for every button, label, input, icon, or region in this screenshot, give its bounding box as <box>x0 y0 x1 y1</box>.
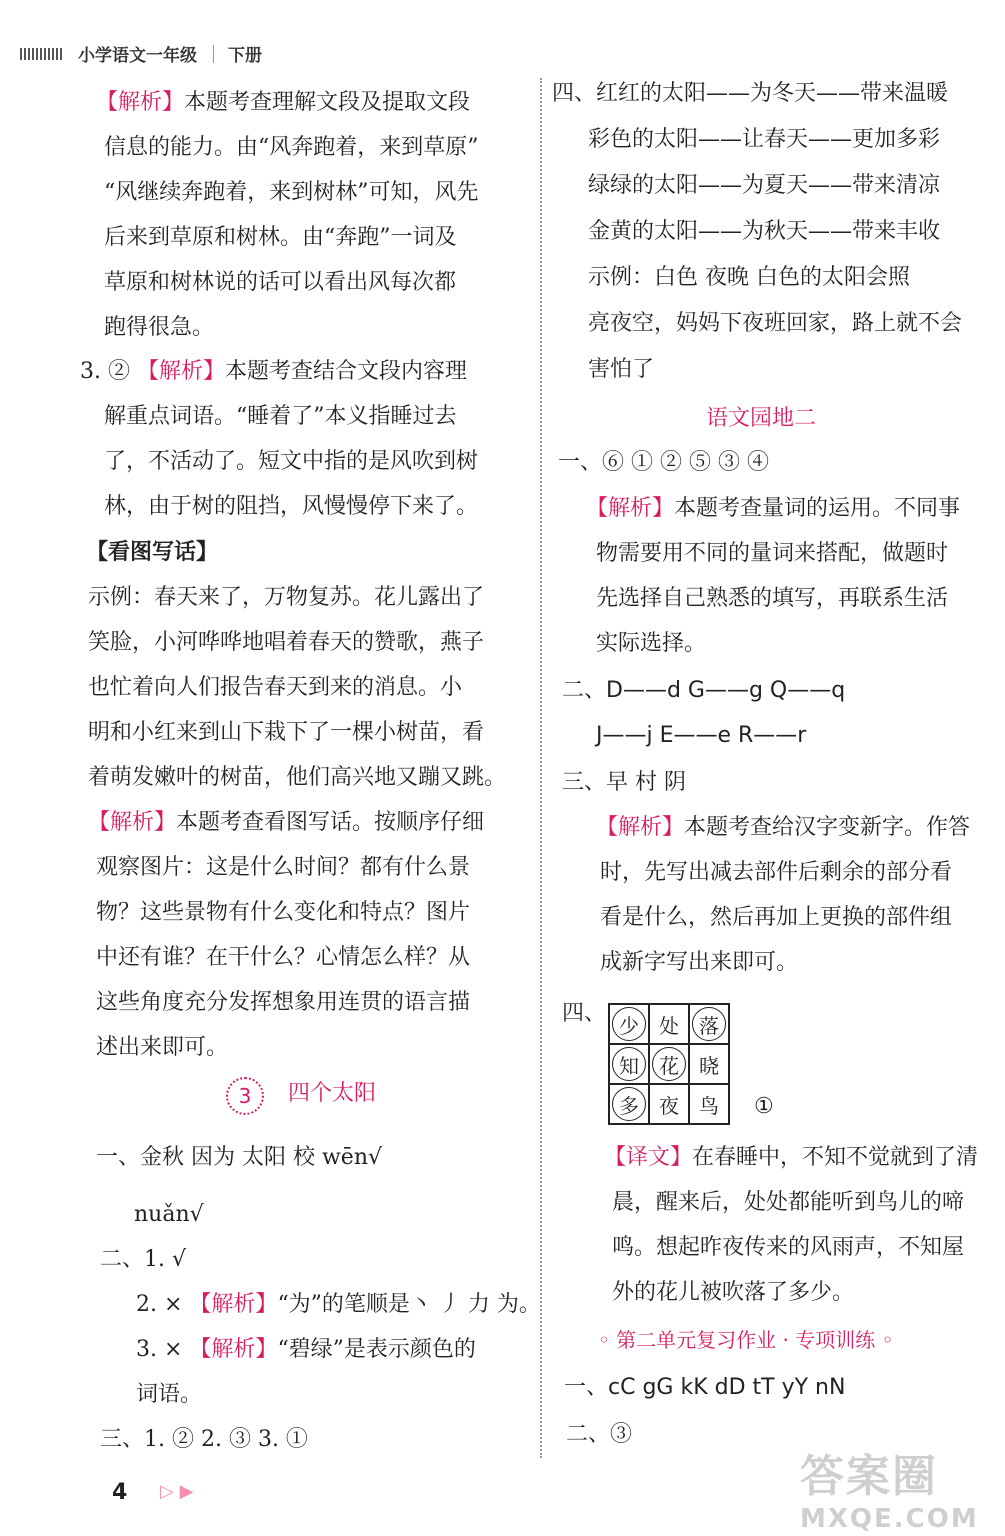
text-line: 笑脸，小河哗哗地唱着春天的赞歌，燕子 <box>88 630 485 655</box>
text-line: 2. × 【解析】“为”的笔顺是丶 丿 力 为。 <box>136 1292 541 1317</box>
header-book: 小学语文一年级 <box>78 46 197 66</box>
text-line: 金黄的太阳——为秋天——带来丰收 <box>588 219 941 244</box>
text-line: 【解析】本题考查量词的运用。不同事 <box>586 496 961 521</box>
section-title: 语文园地二 <box>706 406 817 431</box>
grid-cell: 少 <box>609 1004 649 1044</box>
text-line: 三、早 村 阴 <box>562 770 686 795</box>
grid-cell: 夜 <box>649 1084 689 1124</box>
grid-cell: 知 <box>609 1044 649 1084</box>
text-line: 实际选择。 <box>596 631 707 656</box>
text-line: 示例：春天来了，万物复苏。花儿露出了 <box>88 585 485 610</box>
text-line: 了，不活动了。短文中指的是风吹到树 <box>104 449 479 474</box>
analysis-tag: 【译文】 <box>604 1145 693 1170</box>
text-line: 先选择自己熟悉的填写，再联系生活 <box>596 586 949 611</box>
text-line: 四、 <box>562 1001 607 1026</box>
analysis-tag: 【解析】 <box>88 810 177 835</box>
section-heading: 【看图写话】 <box>86 540 219 565</box>
text-line: 中还有谁？在干什么？心情怎么样？从 <box>96 945 471 970</box>
text-line: 一、cC gG kK dD tT yY nN <box>564 1375 846 1400</box>
grid-cell: 落 <box>689 1004 729 1044</box>
text-line: “风继续奔跑着，来到树林”可知，风先 <box>104 180 479 205</box>
header-volume: 下册 <box>228 46 262 66</box>
text-line: 外的花儿被吹落了多少。 <box>612 1280 855 1305</box>
analysis-tag: 【解析】 <box>596 815 685 840</box>
analysis-tag: 【解析】 <box>586 496 675 521</box>
analysis-tag: 【解析】 <box>189 1292 278 1317</box>
analysis-tag: 【解析】 <box>96 90 185 115</box>
text-line: 这些角度充分发挥想象用连贯的语言描 <box>96 990 471 1015</box>
lesson-number-badge: 3 <box>226 1077 264 1115</box>
grid-cell: 处 <box>649 1004 689 1044</box>
text-line: 着萌发嫩叶的树苗，他们高兴地又蹦又跳。 <box>88 765 507 790</box>
grid-cell: 花 <box>649 1044 689 1084</box>
text-line: 林，由于树的阻挡，风慢慢停下来了。 <box>104 494 479 519</box>
grid-cell: 多 <box>609 1084 649 1124</box>
text-line: 二、1. √ <box>100 1247 187 1272</box>
grid-cell: 晓 <box>689 1044 729 1084</box>
page-number: 4 <box>112 1480 128 1505</box>
column-divider <box>540 78 542 1458</box>
header-barcode <box>20 48 64 60</box>
watermark <box>800 1440 979 1534</box>
text-line: 看是什么，然后再加上更换的部件组 <box>600 905 953 930</box>
text-line: 彩色的太阳——让春天——更加多彩 <box>588 127 941 152</box>
text-line: 绿绿的太阳——为夏天——带来清凉 <box>588 173 941 198</box>
text-line: 观察图片：这是什么时间？都有什么景 <box>96 855 471 880</box>
decorative-arrows-icon: ▷ ▶ <box>160 1481 194 1502</box>
header-separator <box>213 45 214 63</box>
text-line: 二、③ <box>566 1422 633 1447</box>
text-line: 【译文】在春睡中，不知不觉就到了清 <box>604 1145 979 1170</box>
text-line: 明和小红来到山下栽下了一棵小树苗，看 <box>88 720 485 745</box>
text-line: 成新字写出来即可。 <box>600 950 799 975</box>
text-line: 害怕了 <box>588 357 655 382</box>
text-line: 晨，醒来后，处处都能听到鸟儿的啼 <box>612 1190 965 1215</box>
text-line: 鸣。想起昨夜传来的风雨声，不知屋 <box>612 1235 965 1260</box>
text-line: 一、金秋 因为 太阳 校 wēn√ <box>96 1145 383 1170</box>
text-line: 3. × 【解析】“碧绿”是表示颜色的 <box>136 1337 476 1362</box>
analysis-tag: 【解析】 <box>189 1337 278 1362</box>
text-line: 时，先写出减去部件后剩余的部分看 <box>600 860 953 885</box>
text-line: 也忙着向人们报告春天到来的消息。小 <box>88 675 463 700</box>
text-line: 示例：白色 夜晚 白色的太阳会照 <box>588 265 910 290</box>
text-line: 三、1. ② 2. ③ 3. ① <box>100 1427 308 1452</box>
text-line: 草原和树林说的话可以看出风每次都 <box>104 270 457 295</box>
text-line: 词语。 <box>136 1382 203 1407</box>
text-line: J——j E——e R——r <box>596 723 807 748</box>
text-line: 述出来即可。 <box>96 1035 229 1060</box>
text-line: 跑得很急。 <box>104 315 215 340</box>
text-line: 物？这些景物有什么变化和特点？图片 <box>96 900 471 925</box>
review-title: ◦ 第二单元复习作业 · 专项训练 ◦ <box>598 1328 894 1352</box>
text-line: 后来到草原和树林。由“奔跑”一词及 <box>104 225 457 250</box>
text-line: 物需要用不同的量词来搭配，做题时 <box>596 541 949 566</box>
character-grid <box>608 1003 730 1125</box>
watermark-line1: 答案圈 <box>800 1451 938 1502</box>
watermark-line2: MXQE.COM <box>800 1504 979 1534</box>
text-line: ① <box>754 1094 774 1119</box>
text-line: 解重点词语。“睡着了”本义指睡过去 <box>104 404 457 429</box>
grid-cell: 鸟 <box>689 1084 729 1124</box>
text-line: nuǎn√ <box>134 1202 204 1227</box>
text-line: 亮夜空，妈妈下夜班回家，路上就不会 <box>588 311 963 336</box>
text-line: 【解析】本题考查看图写话。按顺序仔细 <box>88 810 485 835</box>
text-line: 信息的能力。由“风奔跑着，来到草原” <box>104 135 479 160</box>
text-line: 二、D——d G——g Q——q <box>562 678 846 703</box>
text-line: 3. ② 【解析】本题考查结合文段内容理 <box>80 359 468 384</box>
text-line: 【解析】本题考查给汉字变新字。作答 <box>596 815 971 840</box>
text-line: 一、⑥ ① ② ⑤ ③ ④ <box>558 450 769 475</box>
lesson-title: 四个太阳 <box>288 1081 377 1106</box>
text-line: 四、红红的太阳——为冬天——带来温暖 <box>552 81 949 106</box>
analysis-tag: 【解析】 <box>136 359 225 384</box>
text-line: 【解析】本题考查理解文段及提取文段 <box>96 90 471 115</box>
